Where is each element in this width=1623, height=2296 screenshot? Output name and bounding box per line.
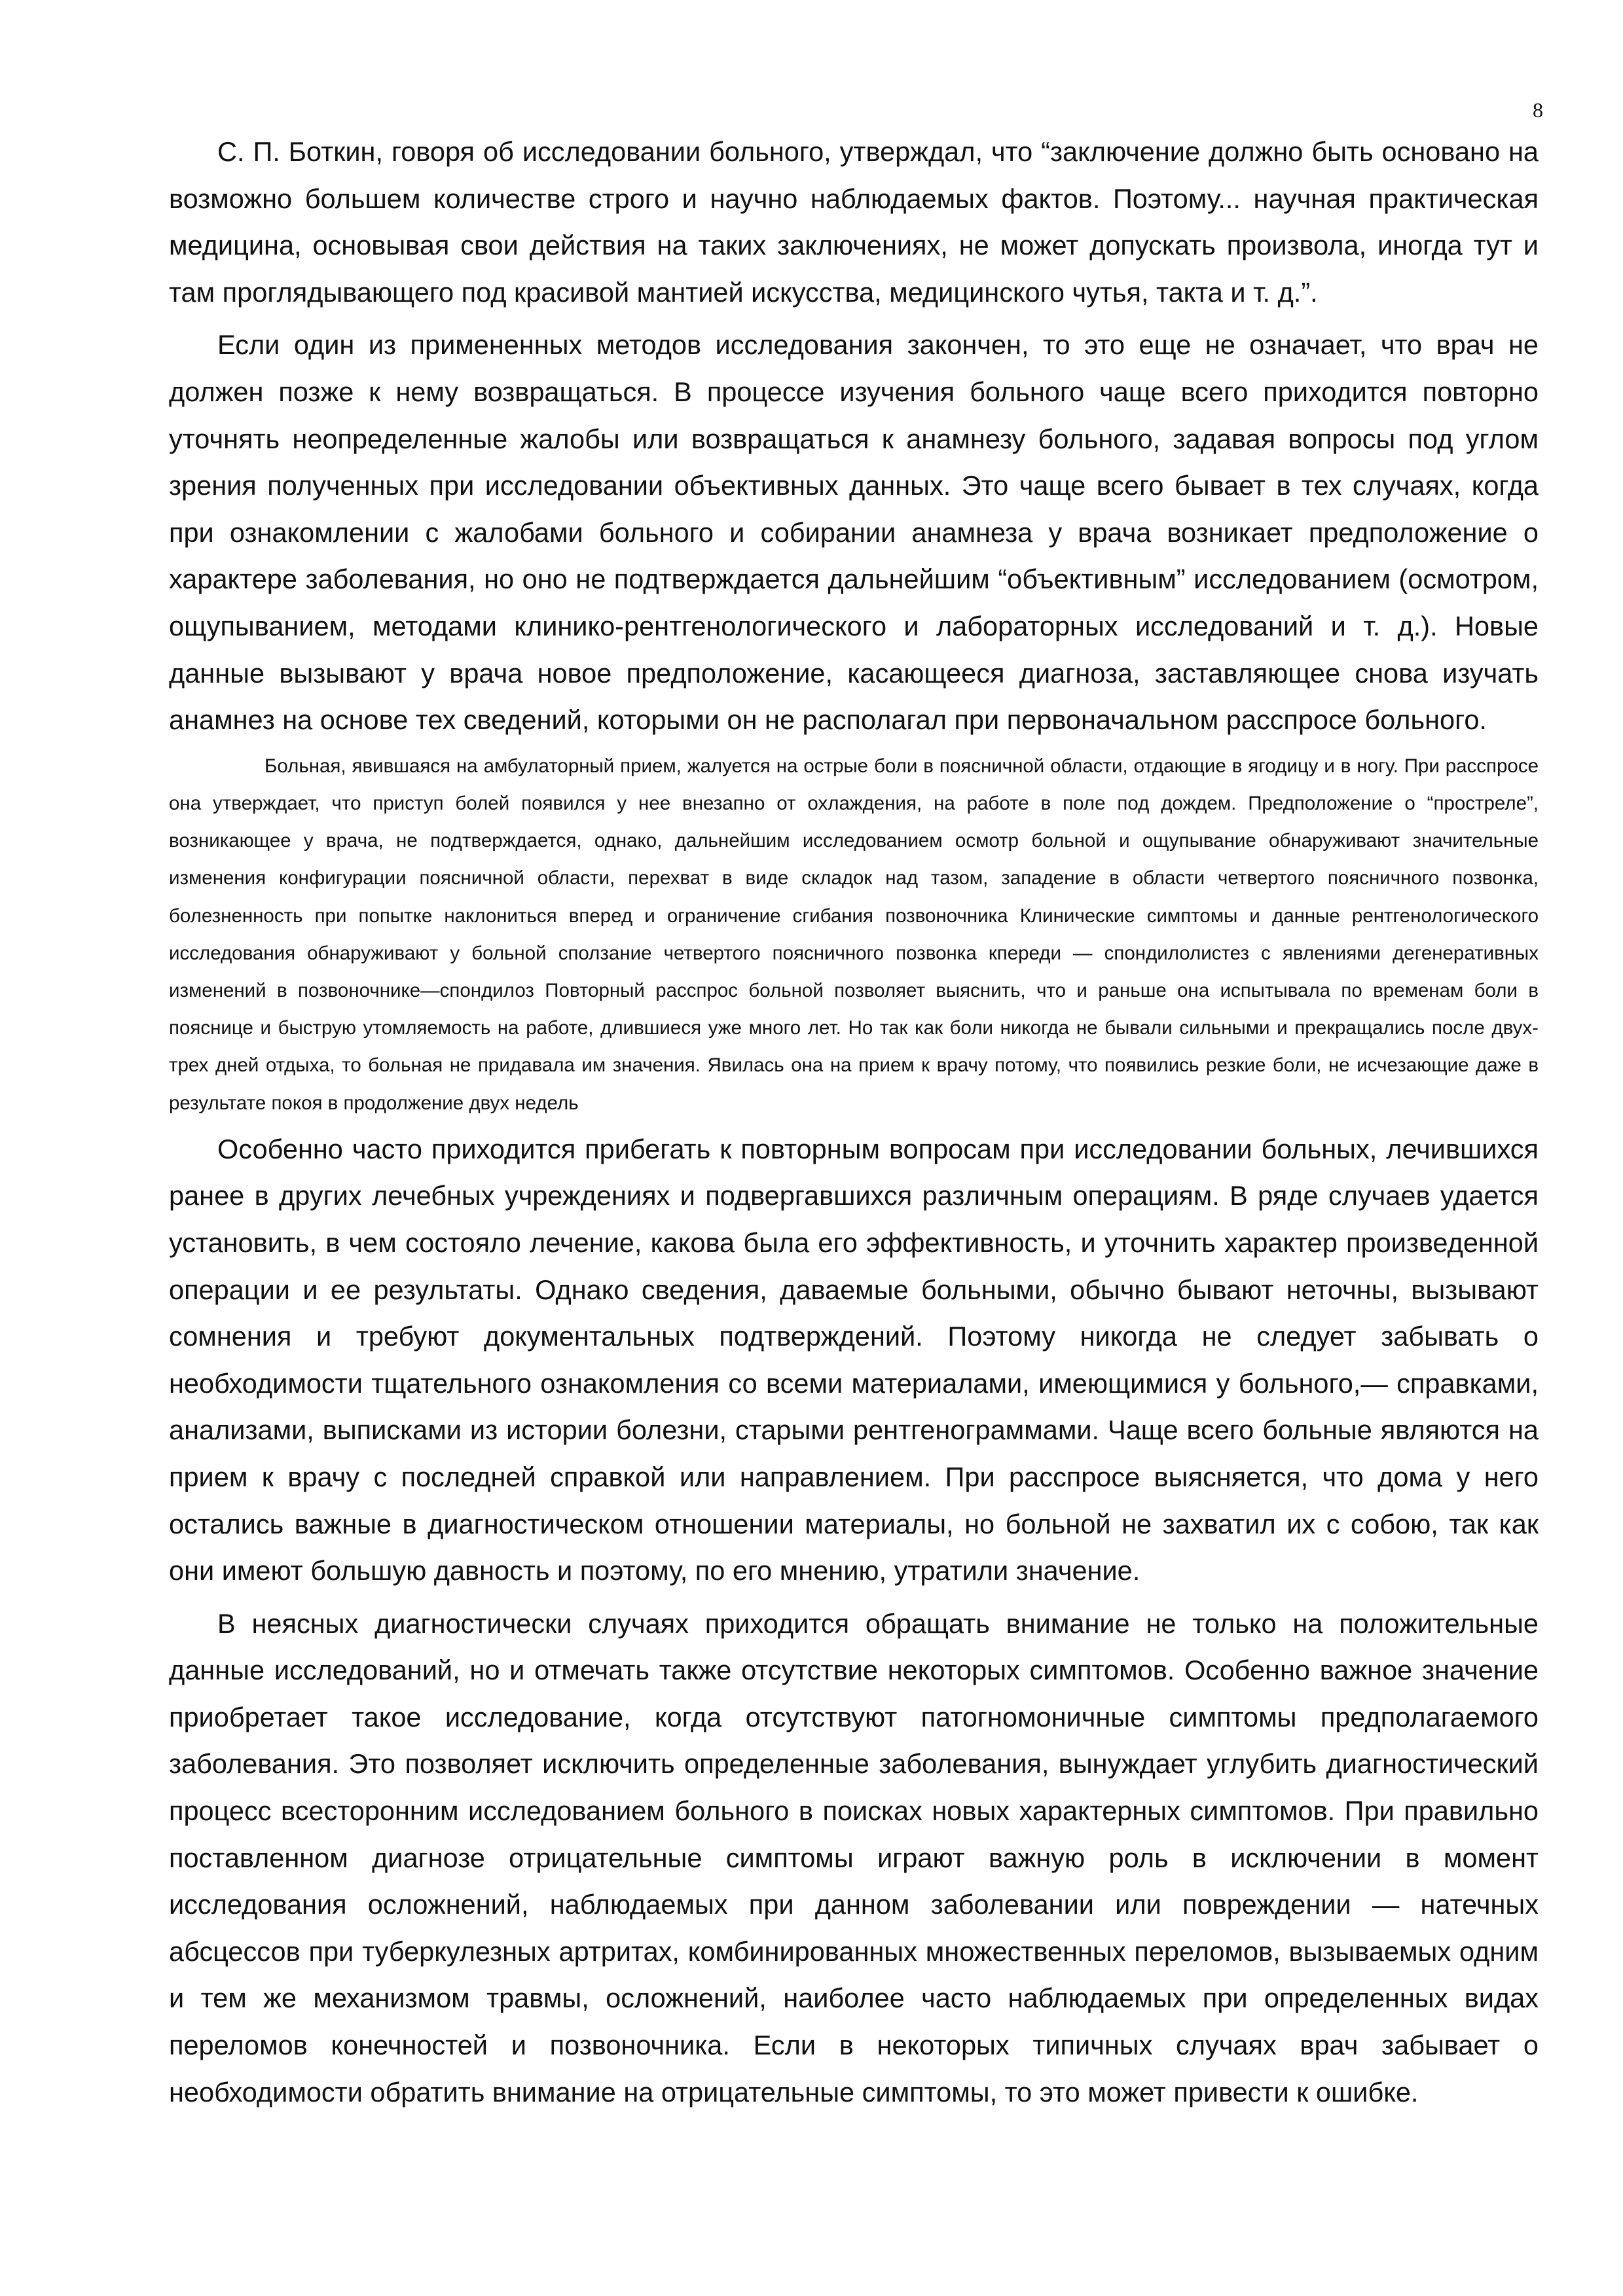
- clinical-example: Больная, явившаяся на амбулаторный прием, жалуется на острые боли в поясничной области, отдающие в ягодицу и в ногу. При расспросе она утверждает, что приступ болей появился у нее внезапно от охлаждения, на работе в поле под дождем. Предположение о “прострелe”, возникающее у врача, не подтверждается, однако, дальнейшим исследованием осмотр больной и ощупывание обнаруживают значительные изменения конфигурации поясничной области, перехват в виде складок над тазом, западение в области четвертого поясничного позвонка, болезненность при попытке наклониться вперед и ограничение сгибания позвоночника Клинические симптомы и данные рентгенологического исследования обнаруживают у больной сползание четвертого поясничного позвонка кпереди — спондилолистез с явлениями дегенеративных изменений в позвоночнике—спондилоз Повторный расспрос больной позволяет выяснить, что и раньше она испытывала по временам боли в пояснице и быструю утомляемость на работе, длившиеся уже много лет. Но так как боли никогда не бывали сильными и прекращались после двух-трех дней отдыха, то больная не придавала им значения. Явилась она на прием к врачу потому, что появились резкие боли, не исчезающие даже в результате покоя в продолжение двух недель: [169, 755, 1539, 1114]
- page-body: [169, 128, 1539, 2115]
- page-number: 8: [1533, 98, 1543, 122]
- paragraph-repeat-questions: Особенно часто приходится прибегать к повторным вопросам при исследовании больных, лечившихся ранее в других лечебных учреждениях и подвергавшихся различным операциям. В ряде случаев удается установить, в чем состояло лечение, какова была его эффективность, и уточнить характер произведенной операции и ее результаты. Однако сведения, даваемые больными, обычно бывают неточны, вызывают сомнения и требуют документальных подтверждений. Поэтому никогда не следует забывать о необходимости тщательного ознакомления со всеми материалами, имеющимися у больного,— справками, анализами, выписками из истории болезни, старыми рентгенограммами. Чаще всего больные являются на прием к врачу с последней справкой или направлением. При расспросе выясняется, что дома у него остались важные в диагностическом отношении материалы, но больной не захватил их с собою, так как они имеют большую давность и поэтому, по его мнению, утратили значение.: [169, 1133, 1539, 1587]
- paragraph-repeat-examination: Если один из примененных методов исследования закончен, то это еще не означает, что врач не должен позже к нему возвращаться. В процессе изучения больного чаще всего приходится повторно уточнять неопределенные жалобы или возвращаться к анамнезу больного, задавая вопросы под углом зрения полученных при исследовании объективных данных. Это чаще всего бывает в тех случаях, когда при ознакомлении с жалобами больного и собирании анамнеза у врача возникает предположение о характере заболевания, но оно не подтверждается дальнейшим “объективным” исследованием (осмотром, ощупыванием, методами клинико-рентгенологического и лабораторных исследований и т. д.). Новые данные вызывают у врача новое предположение, касающееся диагноза, заставляющее снова изучать анамнез на основе тех сведений, которыми он не располагал при первоначальном расспросе больного.: [169, 329, 1539, 736]
- paragraph-negative-symptoms: В неясных диагностически случаях приходится обращать внимание не только на положительные данные исследований, но и отмечать также отсутствие некоторых симптомов. Особенно важное значение приобретает такое исследование, когда отсутствуют патогномоничные симптомы предполагаемого заболевания. Это позволяет исключить определенные заболевания, вынуждает углубить диагностический процесс всесторонним исследованием больного в поисках новых характерных симптомов. При правильно поставленном диагнозе отрицательные симптомы играют важную роль в исключении в момент исследования осложнений, наблюдаемых при данном заболевании или повреждении — натечных абсцессов при туберкулезных артритах, комбинированных множественных переломов, вызываемых одним и тем же механизмом травмы, осложнений, наиболее часто наблюдаемых при определенных видах переломов конечностей и позвоночника. Если в некоторых типичных случаях врач забывает о необходимости обратить внимание на отрицательные симптомы, то это может привести к ошибке.: [169, 1607, 1539, 2108]
- paragraph-botkin-quote: С. П. Боткин, говоря об исследовании больного, утверждал, что “заключение должно быть основано на возможно большем количестве строго и научно наблюдаемых фактов. Поэтому... научная практическая медицина, основывая свои действия на таких заключениях, не может допускать произвола, иногда тут и там проглядывающего под красивой мантией искусства, медицинского чутья, такта и т. д.”.: [169, 136, 1539, 308]
